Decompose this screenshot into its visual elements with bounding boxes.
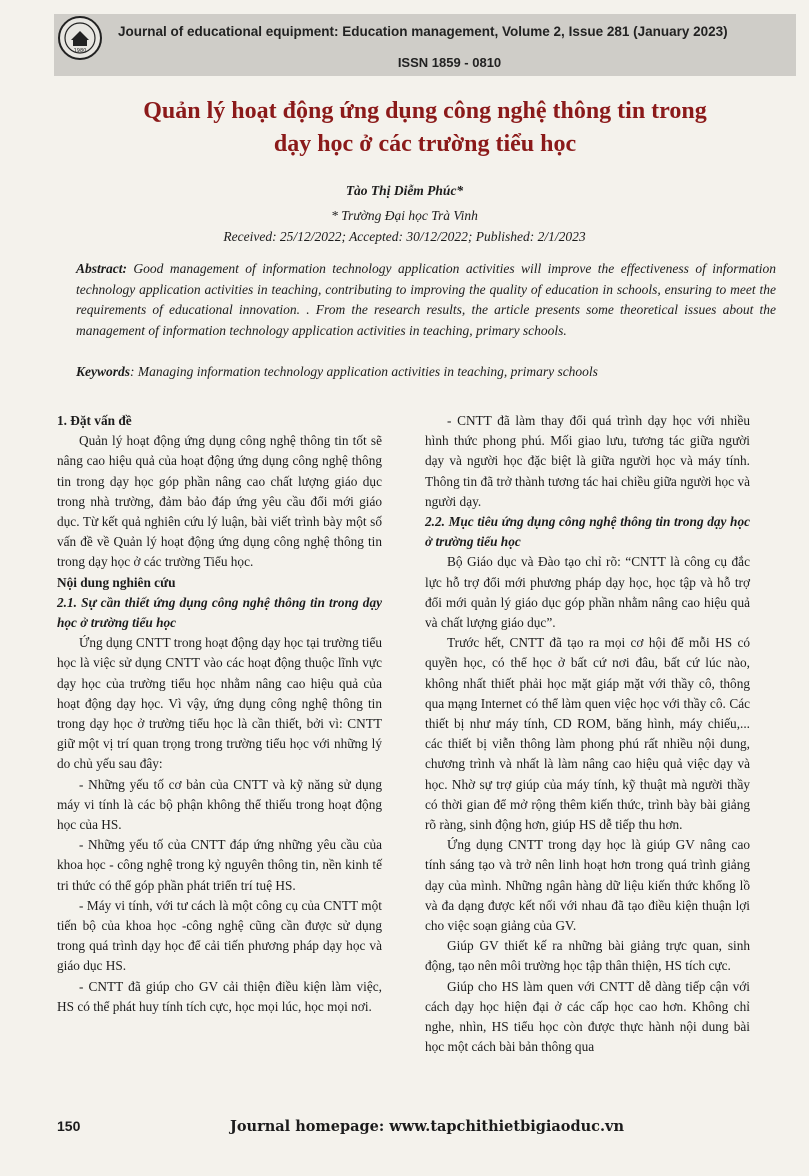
abstract-label: Abstract: (76, 261, 128, 276)
section-heading: 2.2. Mục tiêu ứng dụng công nghệ thông tin trong dạy học ở trường tiểu học (425, 514, 750, 550)
abstract (76, 259, 776, 341)
keywords-text: : Managing information technology application activities in teaching, primary schools (130, 364, 598, 379)
paragraph: Giúp GV thiết kế ra những bài giảng trực quan, sinh động, tạo nên môi trường học tập thân thiện, HS tích cực. (425, 938, 750, 974)
paragraph: Ứng dụng CNTT trong dạy học là giúp GV nâng cao tính sáng tạo và trở nên linh hoạt hơn trong quá trình giảng dạy của mình. Những ngân hàng dữ liệu kiến thức khổng lồ và đa dạng được kết nối với nhau đã tạo điều kiện thuận lợi cho việc soạn giảng của GV. (425, 837, 750, 934)
article-title (60, 95, 790, 161)
issn: ISSN 1859 - 0810 (397, 55, 502, 70)
paragraph: Bộ Giáo dục và Đào tạo chỉ rõ: “CNTT là công cụ đắc lực hỗ trợ đổi mới phương pháp dạy học, học tập và hỗ trợ đổi mới quản lý giáo dục góp phần nhằm nâng cao hiệu quả và chất lượng giáo dục”. (425, 554, 750, 631)
affiliation: * Trường Đại học Trà Vinh (331, 208, 478, 223)
paragraph: - CNTT đã làm thay đổi quá trình dạy học với nhiều hình thức phong phú. Mối giao lưu, tương tác giữa người dạy và người học đặc biệt là giữa người học và máy tính. Thông tin đã trở thành tương tác hai chiều giữa người học và người dạy. (425, 413, 750, 509)
svg-text:1980: 1980 (73, 48, 87, 54)
section-heading: 2.1. Sự cần thiết ứng dụng công nghệ thông tin trong dạy học ở trường tiểu học (57, 594, 382, 631)
paragraph: - CNTT đã giúp cho GV cải thiện điều kiện làm việc, HS có thể phát huy tính tích cực, học mọi lúc, học mọi nơi. (57, 978, 382, 1014)
journal-logo-icon (58, 16, 102, 60)
paragraph: Trước hết, CNTT đã tạo ra mọi cơ hội để mỗi HS có quyền học, có thể học ở bất cứ nơi đâu, bất cứ lúc nào, không nhất thiết phải học mặt giáp mặt với thầy cô, thông qua mạng Internet có thể làm quen việc học với thầy cô. Các thiết bị như máy tính, CD ROM, băng hình, máy chiếu,... các thiết bị viễn thông làm phong phú rất nhiều nội dung, chương trình và nhất là làm nâng cao hiệu quả việc dạy và học. Nhờ sự trợ giúp của máy tính, kỹ thuật mà người thầy có thời gian để mở rộng thêm kiến thức, trình bày bài giảng rõ ràng, sinh động hơn, giúp HS dễ tiếp thu hơn. (425, 635, 750, 833)
publication-dates: Received: 25/12/2022; Accepted: 30/12/2022; Published: 2/1/2023 (223, 229, 586, 244)
paragraph: Ứng dụng CNTT trong hoạt động dạy học tại trường tiểu học là việc sử dụng CNTT vào các hoạt động thuộc lĩnh vực dạy học của trường tiểu học nhằm nâng cao hiệu quả của hoạt động dạy học. Vì vậy, ứng dụng công nghệ thông tin trong dạy học ở trường tiểu học là cần thiết, bởi vì: CNTT giữ một vị trí quan trọng trong trường tiểu học với những lý do chủ yếu sau đây: (57, 635, 382, 772)
keywords-label: Keywords (76, 364, 130, 379)
title-line-2: dạy học ở các trường tiểu học (273, 131, 577, 157)
journal-homepage: Journal homepage: www.tapchithietbigiaoduc.vn (230, 1118, 624, 1135)
keywords (76, 362, 776, 382)
author: Tào Thị Diễm Phúc* (345, 183, 464, 198)
paragraph: Giúp cho HS làm quen với CNTT dễ dàng tiếp cận với cách dạy học hiện đại ở các cấp học cao hơn. Không chỉ nghe, nhìn, HS tiểu học còn được thực hành nội dung bài học một cách bài bản thông qua (425, 978, 750, 1055)
paragraph: - Máy vi tính, với tư cách là một công cụ của CNTT một tiến bộ của khoa học -công nghệ cũng cần được sử dụng trong quá trình dạy học để cải tiến phương pháp dạy học và giáo dục HS. (57, 897, 382, 974)
journal-citation: Journal of educational equipment: Education management, Volume 2, Issue 281 (January 2023) (118, 24, 728, 39)
section-heading: Nội dung nghiên cứu (57, 574, 176, 590)
paragraph: Quản lý hoạt động ứng dụng công nghệ thông tin tốt sẽ nâng cao hiệu quả của hoạt động ứng dụng công nghệ thông tin trong dạy học góp phần nâng cao chất lượng giáo dục trong nhà trường, đảm bảo đáp ứng yêu cầu đổi mới giáo dục. Từ kết quả nghiên cứu lý luận, bài viết trình bày một số vấn đề về Quản lý hoạt động ứng dụng công nghệ thông tin trong dạy học ở các trường Tiểu học. (57, 433, 382, 570)
title-line-1: Quản lý hoạt động ứng dụng công nghệ thông tin trong (143, 98, 707, 124)
section-heading: 1. Đặt vấn đề (57, 413, 132, 428)
paragraph: - Những yếu tố của CNTT đáp ứng những yêu cầu của khoa học - công nghệ trong kỷ nguyên thông tin, nền kinh tế tri thức có thể góp phần phát triển trí tuệ HS. (57, 837, 382, 893)
right-column (425, 411, 750, 1058)
abstract-text: Good management of information technology application activities will improve the effectiveness of information technology application activities in teaching, contributing to improving the quality of education in schools, ensuring to meet the requirements of educational innovation. . From the research results, the article presents some theoretical issues about the management of information technology application activities in teaching, primary schools. (76, 261, 776, 338)
page-number: 150 (57, 1118, 81, 1134)
left-column (57, 411, 382, 1017)
paragraph: - Những yếu tố cơ bản của CNTT và kỹ năng sử dụng máy vi tính là các bộ phận không thể thiếu trong hoạt động học của HS. (57, 776, 382, 833)
logo-emblem-icon (62, 20, 98, 56)
